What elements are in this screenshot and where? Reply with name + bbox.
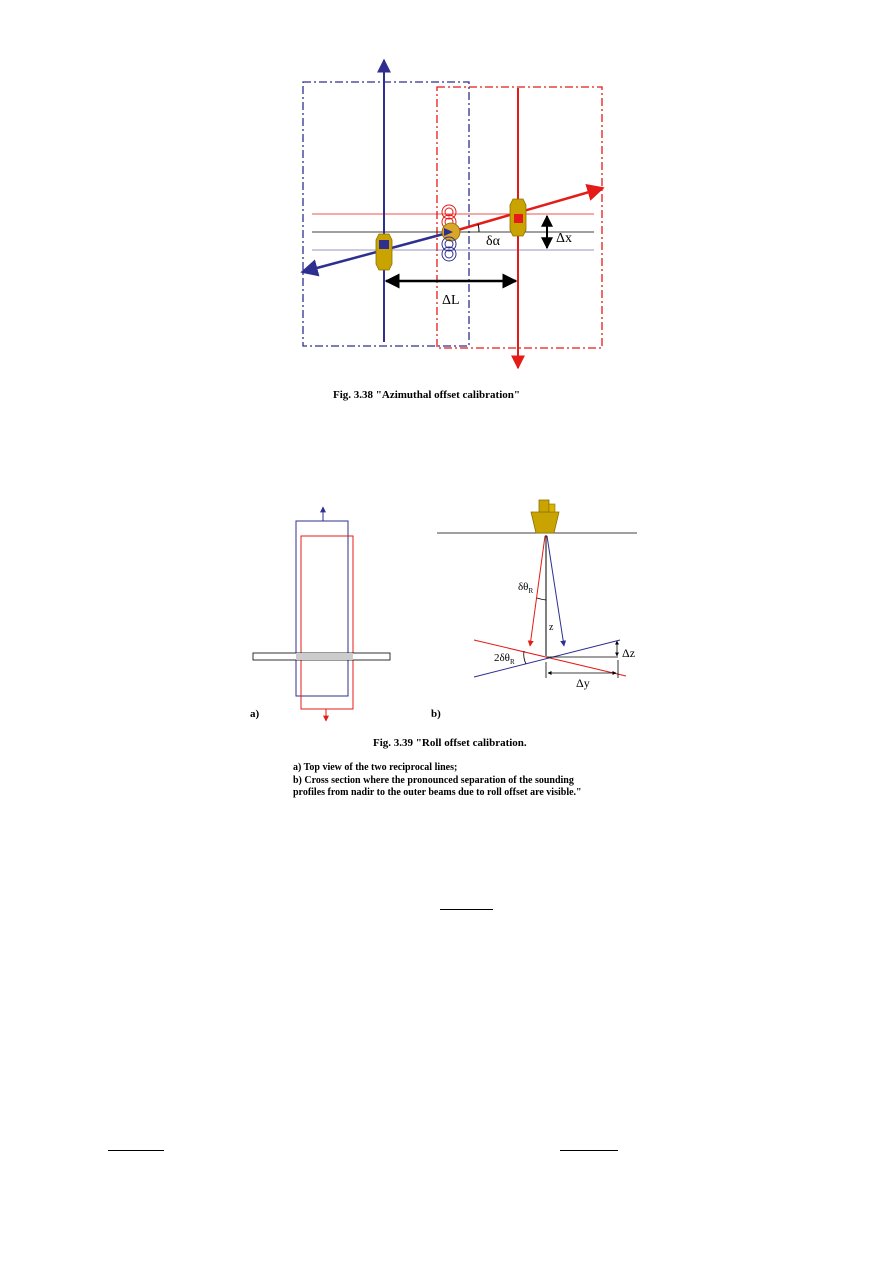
figure-3-38-caption: Fig. 3.38 "Azimuthal offset calibration": [333, 389, 520, 401]
delta-x-label: Δx: [556, 231, 573, 246]
overlap-section: [296, 653, 353, 660]
figure-roll-offset-cross-section: [430, 490, 645, 700]
red-boat-icon: [510, 199, 526, 236]
delta-z-label: Δz: [622, 646, 636, 660]
note-line-c: profiles from nadir to the outer beams due to roll offset are visible.": [293, 787, 582, 798]
vessel-icon: [531, 500, 559, 533]
panel-a-label: a): [250, 708, 260, 720]
note-line-b: b) Cross section where the pronounced separation of the sounding: [293, 774, 574, 786]
center-rule: [440, 909, 493, 910]
red-slanted-swath: [451, 188, 603, 232]
red-line-swath: [301, 536, 353, 709]
footer-rule-right: [560, 1150, 618, 1151]
delta-y-label: Δy: [576, 676, 590, 690]
blue-line-swath: [296, 521, 348, 696]
blue-boat-icon: [376, 234, 392, 270]
delta-alpha-label: δα: [486, 234, 500, 249]
delta-theta-r-label: [518, 581, 533, 595]
panel-b-label: b): [431, 708, 441, 720]
delta-L-label: ΔL: [442, 293, 460, 308]
delta-theta-r-main: δθ: [518, 581, 529, 593]
two-delta-theta-arc: [524, 651, 526, 664]
delta-theta-arc: [537, 598, 546, 600]
figure-azimuthal-offset-diagram: [0, 0, 893, 400]
two-delta-theta-r-subscript: R: [509, 658, 515, 666]
figure-3-39-caption: Fig. 3.39 "Roll offset calibration.: [373, 737, 527, 749]
delta-theta-r-subscript: R: [528, 587, 534, 595]
two-delta-theta-r-label: [494, 652, 515, 666]
figure-roll-offset-top-view: [240, 500, 410, 730]
two-delta-theta-r-main: 2δθ: [494, 652, 510, 664]
footer-rule-left: [108, 1150, 164, 1151]
figure-3-39-notes: [293, 762, 623, 800]
z-label: z: [549, 622, 554, 633]
note-line-a: a) Top view of the two reciprocal lines;: [293, 762, 458, 773]
target-feature: [442, 205, 460, 261]
